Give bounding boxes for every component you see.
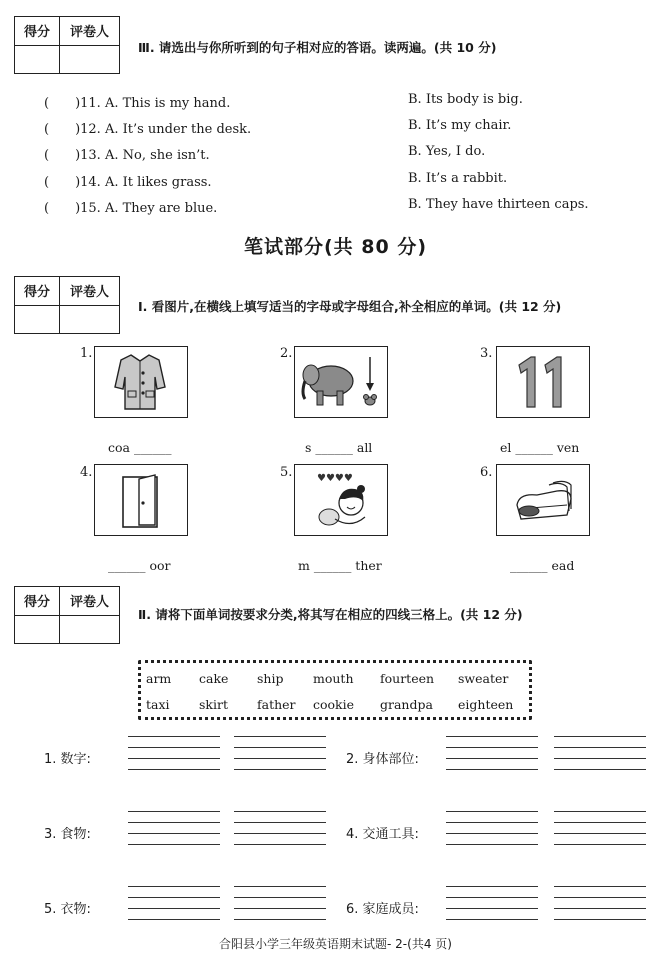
picture-box-1 <box>94 346 188 418</box>
word-bank-word: arm <box>146 671 172 686</box>
fill-word-2: s ______ all <box>305 440 373 455</box>
fill-word-5: m ______ ther <box>298 558 382 573</box>
category-label-body-parts: 2. 身体部位: <box>346 752 419 767</box>
option-a: A. It likes grass. <box>104 175 212 190</box>
option-b: B. Its body is big. <box>408 92 523 107</box>
writing-lines[interactable] <box>554 736 646 770</box>
writing-lines[interactable] <box>446 811 538 845</box>
grader-label: 评卷人 <box>69 285 109 300</box>
section-title-part-2: Ⅱ. 请将下面单词按要求分类,将其写在相应的四线三格上。(共 12 分) <box>138 607 523 622</box>
door-icon <box>95 465 186 534</box>
option-b: B. It’s a rabbit. <box>408 171 508 186</box>
category-label-clothes: 5. 衣物: <box>44 902 91 917</box>
item-number: 6. <box>480 465 493 480</box>
svg-text:♥♥♥♥: ♥♥♥♥ <box>317 473 353 484</box>
category-label-transport: 4. 交通工具: <box>346 827 419 842</box>
writing-lines[interactable] <box>554 886 646 920</box>
bread-icon <box>497 465 588 534</box>
word-bank-word: father <box>257 697 296 712</box>
fill-word-4: ______ oor <box>108 558 171 573</box>
word-bank-word: eighteen <box>458 697 514 712</box>
item-number: 5. <box>280 465 293 480</box>
score-box-1 <box>14 16 120 74</box>
fill-word-3: el ______ ven <box>500 440 580 455</box>
picture-box-5 <box>294 464 388 536</box>
score-box-2 <box>14 276 120 334</box>
fill-word-1: coa ______ <box>108 440 172 455</box>
writing-lines[interactable] <box>128 811 220 845</box>
writing-lines[interactable] <box>234 736 326 770</box>
word-bank-word: cookie <box>313 697 355 712</box>
word-bank-word: cake <box>199 671 229 686</box>
word-bank-word: mouth <box>313 671 354 686</box>
coat-icon <box>95 347 186 416</box>
question-number: ( )14. <box>44 175 101 190</box>
option-a: A. This is my hand. <box>104 96 231 111</box>
score-label: 得分 <box>23 595 50 610</box>
writing-lines[interactable] <box>554 811 646 845</box>
question-15 <box>44 197 217 216</box>
category-label-numbers: 1. 数字: <box>44 752 91 767</box>
number-eleven-icon <box>497 347 588 416</box>
picture-box-2 <box>294 346 388 418</box>
option-a: A. They are blue. <box>104 201 218 216</box>
option-b: B. Yes, I do. <box>408 144 486 159</box>
question-12 <box>44 118 251 137</box>
section-title-part-1: Ⅰ. 看图片,在横线上填写适当的字母或字母组合,补全相应的单词。(共 12 分) <box>138 299 562 314</box>
score-label: 得分 <box>23 285 50 300</box>
question-11 <box>44 92 230 111</box>
word-bank-word: grandpa <box>380 697 433 712</box>
writing-lines[interactable] <box>234 886 326 920</box>
writing-lines[interactable] <box>234 811 326 845</box>
word-bank-word: sweater <box>458 671 509 686</box>
word-bank-word: fourteen <box>380 671 435 686</box>
writing-lines[interactable] <box>446 736 538 770</box>
question-14 <box>44 171 212 190</box>
mother-icon <box>295 465 386 534</box>
grader-label: 评卷人 <box>69 595 109 610</box>
picture-box-4 <box>94 464 188 536</box>
item-number: 2. <box>280 346 293 361</box>
word-bank-word: skirt <box>199 697 228 712</box>
grader-label: 评卷人 <box>69 25 109 40</box>
picture-box-6 <box>496 464 590 536</box>
question-number: ( )15. <box>44 201 101 216</box>
question-13 <box>44 144 210 163</box>
question-number: ( )12. <box>44 122 101 137</box>
writing-lines[interactable] <box>446 886 538 920</box>
category-label-family: 6. 家庭成员: <box>346 902 419 917</box>
option-a: A. It’s under the desk. <box>104 122 252 137</box>
writing-lines[interactable] <box>128 736 220 770</box>
option-a: A. No, she isn’t. <box>104 148 210 163</box>
word-bank-word: taxi <box>146 697 170 712</box>
option-b: B. They have thirteen caps. <box>408 197 589 212</box>
written-part-title: 笔试部分(共 80 分) <box>243 236 428 258</box>
item-number: 1. <box>80 346 93 361</box>
fill-word-6: ______ ead <box>510 558 575 573</box>
score-label: 得分 <box>23 25 50 40</box>
elephant-mouse-icon <box>295 347 386 416</box>
question-number: ( )13. <box>44 148 101 163</box>
item-number: 3. <box>480 346 493 361</box>
word-bank-word: ship <box>257 671 284 686</box>
section-title-listening-3: Ⅲ. 请选出与你所听到的句子相对应的答语。读两遍。(共 10 分) <box>138 40 497 55</box>
item-number: 4. <box>80 465 93 480</box>
question-number: ( )11. <box>44 96 101 111</box>
score-box-3 <box>14 586 120 644</box>
option-b: B. It’s my chair. <box>408 118 512 133</box>
page-footer: 合阳县小学三年级英语期末试题- 2-(共4 页) <box>219 937 452 951</box>
writing-lines[interactable] <box>128 886 220 920</box>
category-label-food: 3. 食物: <box>44 827 91 842</box>
picture-box-3 <box>496 346 590 418</box>
